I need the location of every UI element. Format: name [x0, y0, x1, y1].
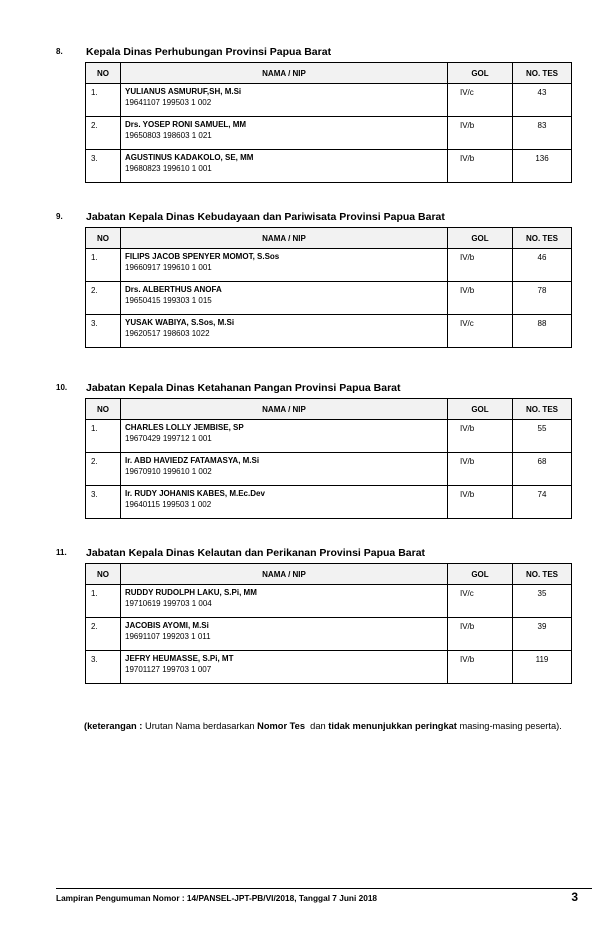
table-row	[86, 486, 572, 519]
section-title: Kepala Dinas Perhubungan Provinsi Papua Barat	[86, 46, 332, 58]
header-name: NAMA / NIP	[121, 564, 448, 585]
candidate-nip: 19650415 199303 1 015	[125, 296, 212, 305]
note-open-paren: (	[84, 721, 88, 731]
section-number: 8.	[56, 47, 63, 56]
table-row	[86, 651, 572, 684]
candidate-name: JACOBIS AYOMI, M.Si	[125, 621, 209, 630]
note-bold-1: Nomor Tes	[257, 721, 305, 731]
candidate-nip: 19680823 199610 1 001	[125, 164, 212, 173]
section-heading	[56, 209, 596, 225]
table-row	[86, 249, 572, 282]
section-number: 9.	[56, 212, 63, 221]
candidate-gol: IV/b	[460, 457, 475, 466]
candidate-nip: 19620517 198603 1022	[125, 329, 210, 338]
candidate-test-number: 43	[537, 88, 547, 97]
section-heading	[56, 44, 596, 60]
footer-divider	[56, 888, 592, 889]
row-number: 3.	[91, 490, 98, 499]
row-number: 3.	[91, 154, 98, 163]
header-no: NO	[86, 63, 121, 84]
header-no: NO	[86, 564, 121, 585]
row-number: 1.	[91, 253, 98, 262]
candidate-test-number: 55	[537, 424, 547, 433]
section-10	[56, 380, 596, 509]
header-tes: NO. TES	[513, 63, 572, 84]
candidate-name: Drs. ALBERTHUS ANOFA	[125, 285, 222, 294]
header-tes: NO. TES	[513, 564, 572, 585]
table-row	[86, 282, 572, 315]
row-number: 3.	[91, 655, 98, 664]
candidate-name: RUDDY RUDOLPH LAKU, S.Pi, MM	[125, 588, 257, 597]
note-text-3: masing-masing peserta).	[456, 721, 562, 731]
candidate-gol: IV/b	[460, 490, 475, 499]
candidate-gol: IV/b	[460, 622, 475, 631]
candidates-table	[85, 62, 572, 183]
candidate-name: AGUSTINUS KADAKOLO, SE, MM	[125, 153, 254, 162]
candidate-name: Ir. ABD HAVIEDZ FATAMASYA, M.Si	[125, 456, 260, 465]
candidate-name: JEFRY HEUMASSE, S.Pi, MT	[125, 654, 234, 663]
candidate-name: Drs. YOSEP RONI SAMUEL, MM	[125, 120, 247, 129]
candidate-test-number: 74	[537, 490, 547, 499]
candidate-test-number: 78	[537, 286, 547, 295]
header-name: NAMA / NIP	[121, 63, 448, 84]
candidate-nip: 19640115 199503 1 002	[125, 500, 212, 509]
table-header-row	[86, 564, 572, 585]
footer-reference: Lampiran Pengumuman Nomor : 14/PANSEL-JPT-PB/VI/2018, Tanggal 7 Juni 2018	[56, 893, 378, 903]
candidate-nip: 19701127 199703 1 007	[125, 665, 212, 674]
header-no: NO	[86, 228, 121, 249]
row-number: 1.	[91, 589, 98, 598]
row-number: 2.	[91, 121, 98, 130]
section-11	[56, 545, 596, 674]
candidate-test-number: 46	[537, 253, 547, 262]
row-number: 2.	[91, 286, 98, 295]
section-number: 10.	[56, 383, 68, 392]
candidate-name: Ir. RUDY JOHANIS KABES, M.Ec.Dev	[125, 489, 265, 498]
candidate-test-number: 35	[537, 589, 547, 598]
table-row	[86, 117, 572, 150]
candidate-test-number: 119	[535, 655, 549, 664]
candidate-gol: IV/c	[460, 319, 474, 328]
header-gol: GOL	[448, 228, 513, 249]
candidate-name: FILIPS JACOB SPENYER MOMOT, S.Sos	[125, 252, 280, 261]
candidates-table	[85, 227, 572, 348]
candidate-nip: 19650803 198603 1 021	[125, 131, 212, 140]
candidate-nip: 19670910 199610 1 002	[125, 467, 212, 476]
candidate-gol: IV/b	[460, 424, 475, 433]
candidate-test-number: 83	[537, 121, 547, 130]
candidate-name: CHARLES LOLLY JEMBISE, SP	[125, 423, 244, 432]
table-row	[86, 585, 572, 618]
row-number: 2.	[91, 622, 98, 631]
row-number: 3.	[91, 319, 98, 328]
candidate-gol: IV/b	[460, 121, 475, 130]
table-row	[86, 453, 572, 486]
candidate-name: YUSAK WABIYA, S.Sos, M.Si	[125, 318, 235, 327]
candidate-gol: IV/b	[460, 655, 475, 664]
candidate-gol: IV/c	[460, 88, 474, 97]
table-row	[86, 420, 572, 453]
table-header-row	[86, 399, 572, 420]
candidate-test-number: 68	[537, 457, 547, 466]
header-tes: NO. TES	[513, 228, 572, 249]
page-number: 3	[571, 890, 578, 904]
table-header-row	[86, 63, 572, 84]
candidate-nip: 19641107 199503 1 002	[125, 98, 212, 107]
table-row	[86, 315, 572, 348]
candidate-gol: IV/b	[460, 253, 475, 262]
section-9	[56, 209, 596, 338]
note-label: keterangan :	[87, 721, 143, 731]
section-title: Jabatan Kepala Dinas Kelautan dan Perikanan Provinsi Papua Barat	[86, 547, 426, 559]
section-title: Jabatan Kepala Dinas Ketahanan Pangan Provinsi Papua Barat	[86, 382, 401, 394]
header-name: NAMA / NIP	[121, 228, 448, 249]
candidate-nip: 19691107 199203 1 011	[125, 632, 211, 641]
candidate-test-number: 88	[537, 319, 547, 328]
section-heading	[56, 545, 596, 561]
candidate-name: YULIANUS ASMURUF,SH, M.Si	[125, 87, 242, 96]
note-bold-2: tidak menunjukkan peringkat	[328, 721, 457, 731]
header-gol: GOL	[448, 63, 513, 84]
table-row	[86, 84, 572, 117]
row-number: 1.	[91, 88, 98, 97]
table-header-row	[86, 228, 572, 249]
section-title: Jabatan Kepala Dinas Kebudayaan dan Pariwisata Provinsi Papua Barat	[86, 211, 445, 223]
candidate-nip: 19660917 199610 1 001	[125, 263, 212, 272]
candidate-gol: IV/b	[460, 154, 475, 163]
table-row	[86, 618, 572, 651]
section-heading	[56, 380, 596, 396]
section-8	[56, 44, 596, 173]
note-text-2: dan	[305, 721, 329, 731]
header-name: NAMA / NIP	[121, 399, 448, 420]
row-number: 2.	[91, 457, 98, 466]
header-gol: GOL	[448, 399, 513, 420]
header-gol: GOL	[448, 564, 513, 585]
candidate-gol: IV/c	[460, 589, 474, 598]
row-number: 1.	[91, 424, 98, 433]
table-row	[86, 150, 572, 183]
note-text-1: Urutan Nama berdasarkan	[142, 721, 258, 731]
header-tes: NO. TES	[513, 399, 572, 420]
candidate-nip: 19670429 199712 1 001	[125, 434, 212, 443]
section-number: 11.	[56, 548, 67, 557]
candidate-nip: 19710619 199703 1 004	[125, 599, 212, 608]
explanatory-note	[84, 721, 604, 731]
candidate-gol: IV/b	[460, 286, 475, 295]
candidates-table	[85, 398, 572, 519]
candidates-table	[85, 563, 572, 684]
candidate-test-number: 39	[537, 622, 547, 631]
candidate-test-number: 136	[535, 154, 549, 163]
header-no: NO	[86, 399, 121, 420]
